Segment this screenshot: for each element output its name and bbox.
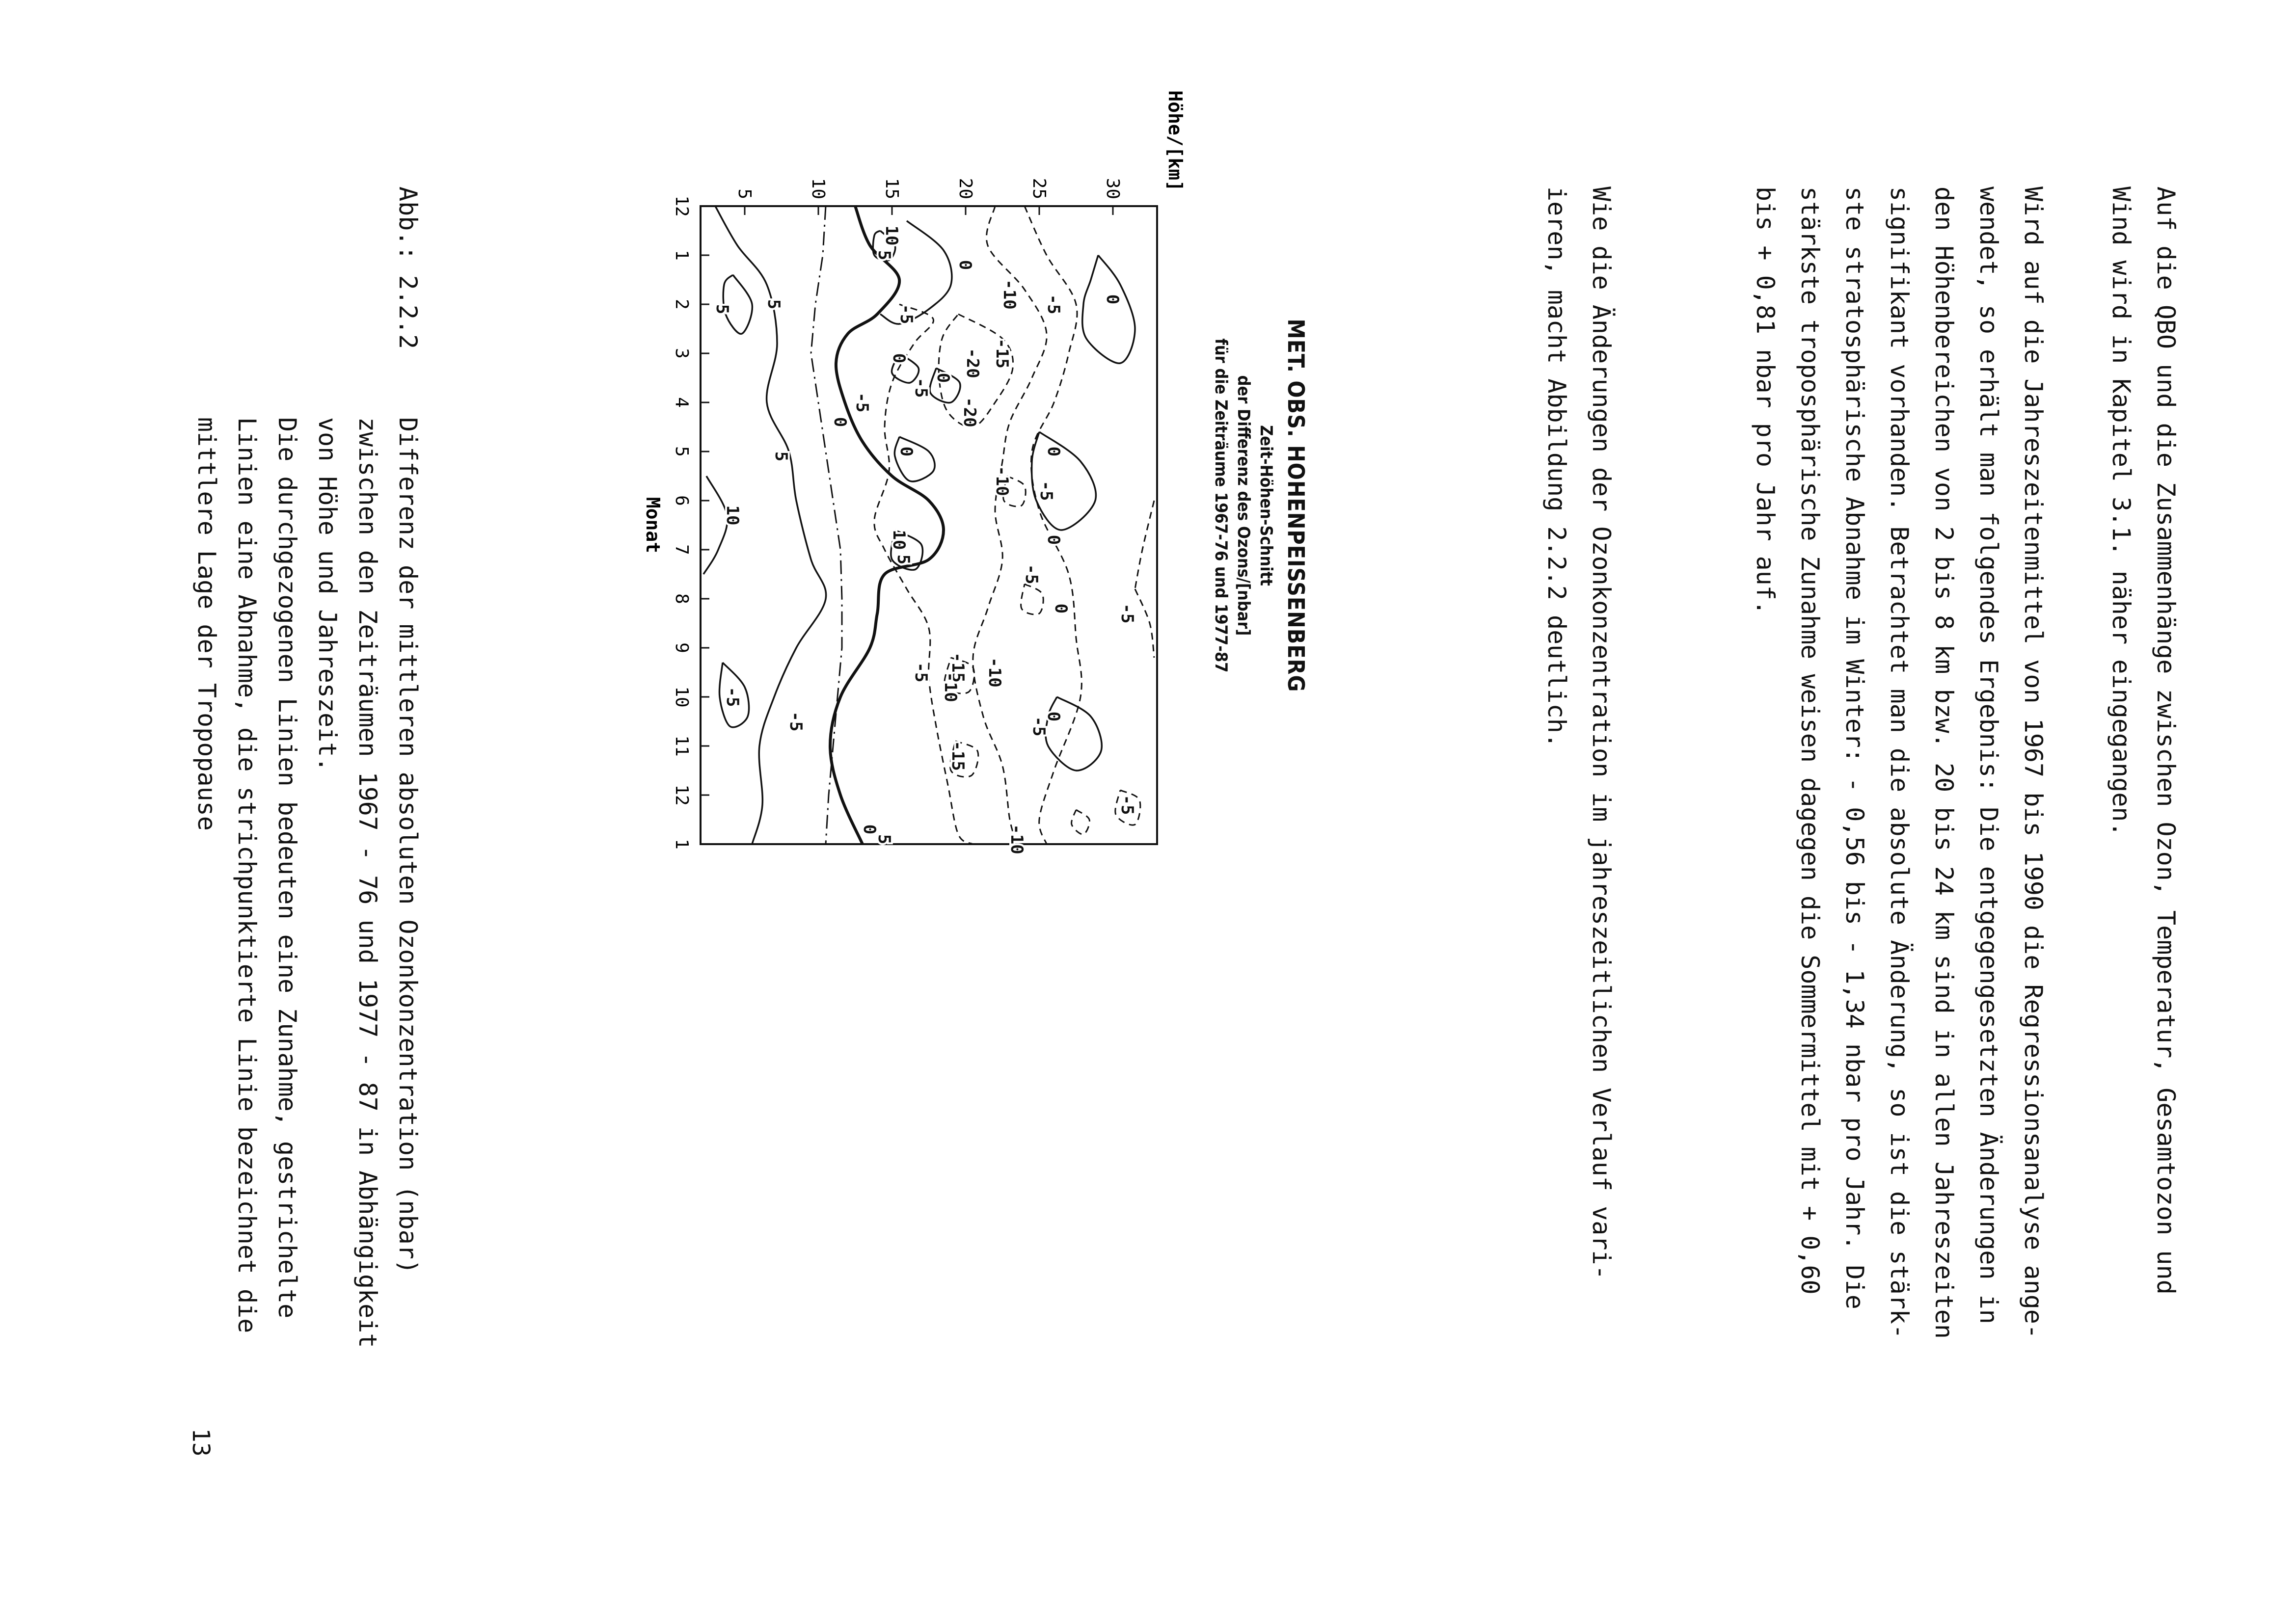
contour-line: [1135, 501, 1154, 589]
x-tick-label: 1: [672, 839, 692, 850]
contour-label: 0: [896, 446, 916, 457]
ozone-contour-figure: [602, 90, 1314, 869]
y-axis-label: Höhe/[km]: [1164, 90, 1186, 191]
y-tick-label: 30: [1103, 178, 1123, 199]
x-tick-label: 5: [672, 446, 692, 457]
text-line: wendet, so erhält man folgendes Ergebnis: Die entgegengesetzten Änderungen in: [1974, 186, 2003, 1324]
caption-line: zwischen den Zeiträumen 1967 - 76 und 1977 - 87 in Abhängigkeit: [353, 417, 382, 1348]
contour-label: -5: [1044, 294, 1063, 315]
contour-label: -10: [941, 672, 960, 702]
x-tick-label: 10: [672, 686, 692, 708]
x-tick-label: 9: [672, 642, 692, 653]
contour-line: [1082, 255, 1135, 363]
contour-line: [830, 206, 944, 844]
contour-label: -15: [948, 652, 968, 683]
tropopause-line: [811, 206, 842, 844]
x-tick-label: 6: [672, 495, 692, 506]
x-tick-label: 7: [672, 544, 692, 555]
x-tick-label: 4: [672, 397, 692, 408]
chart-subtitle: der Differenz des Ozons/[nbar]: [1234, 375, 1253, 636]
paragraph-abbildung: [1534, 186, 1623, 1423]
x-tick-label: 8: [672, 593, 692, 604]
contour-line: [1021, 584, 1044, 614]
y-tick-label: 15: [882, 178, 902, 199]
paragraph-jahreszeiten: [1743, 186, 2055, 1423]
x-tick-label: 1: [672, 250, 692, 261]
contour-label: -5: [911, 662, 931, 683]
contour-label: -5: [786, 711, 806, 732]
text-line: Wind wird in Kapitel 3.1. näher eingegangen.: [2107, 186, 2135, 837]
contour-label: 0: [1044, 711, 1063, 722]
contour-chart: [602, 90, 1314, 869]
text-line: Auf die QBO und die Zusammenhänge zwischen Ozon, Temperatur, Gesamtozon und: [2152, 186, 2180, 1295]
contour-label: -10: [992, 466, 1012, 496]
contour-line: [894, 437, 935, 481]
contour-label: -10: [999, 279, 1019, 310]
contour-label: -5: [1117, 795, 1137, 815]
text-line: ste stratosphärische Abnahme im Winter: - 0,56 bis - 1,34 nbar pro Jahr. Die: [1840, 186, 1869, 1309]
text-line: ieren, macht Abbildung 2.2.2 deutlich.: [1542, 186, 1571, 748]
caption-line: Linien eine Abnahme, die strichpunktierte Linie bezeichnet die: [233, 417, 261, 1333]
contour-label: -15: [992, 338, 1012, 369]
contour-label: 5: [874, 834, 894, 845]
caption-line: Differenz der mittleren absoluten Ozonkonzentration (nbar): [394, 417, 422, 1274]
figure-caption-text: [187, 417, 428, 1512]
contour-label: -5: [1117, 603, 1137, 624]
contour-label: 5: [893, 554, 913, 565]
contour-label: 0: [955, 260, 975, 270]
contour-label: -5: [896, 304, 916, 324]
contour-label: 10: [889, 530, 909, 550]
chart-title: MET. OBS. HOHENPEISSENBERG: [1283, 319, 1309, 692]
contour-label: -5: [852, 392, 872, 413]
contour-label: 0: [1044, 446, 1063, 457]
page-number: 13: [187, 1428, 215, 1457]
contour-label: -15: [948, 741, 968, 771]
contour-label: 5: [712, 304, 732, 315]
y-tick-label: 5: [734, 188, 755, 199]
contour-label: -5: [911, 377, 931, 398]
contour-label: 5: [764, 299, 783, 310]
x-tick-label: 3: [672, 348, 692, 359]
chart-subtitle: für die Zeiträume 1967-76 und 1977-87: [1211, 338, 1231, 673]
chart-subtitle: Zeit-Höhen-Schnitt: [1256, 425, 1276, 586]
contour-label: 0: [830, 417, 850, 427]
contour-label: 10: [723, 505, 742, 526]
figure-label: Abb.: 2.2.2: [394, 186, 422, 349]
text-line: den Höhenbereichen von 2 bis 8 km bzw. 20 bis 24 km sind in allen Jahreszeiten: [1930, 186, 1958, 1339]
contour-label: 0: [1044, 534, 1063, 545]
contour-line: [1135, 589, 1154, 658]
contour-label: 0: [1051, 603, 1071, 614]
contour-label: -20: [963, 348, 982, 378]
x-tick-label: 2: [672, 299, 692, 310]
contour-label: -5: [723, 687, 742, 707]
contour-label: -5: [1029, 716, 1049, 737]
x-tick-label: 12: [672, 195, 692, 217]
paragraph-qbo: [2099, 186, 2188, 1423]
text-line: Wie die Änderungen der Ozonkonzentration im jahreszeitlichen Verlauf vari-: [1587, 186, 1616, 1280]
contour-line: [1046, 697, 1102, 771]
x-tick-label: 12: [672, 784, 692, 806]
text-line: signifikant vorhanden. Betrachtet man die absolute Änderung, so ist die stärk-: [1885, 186, 1914, 1339]
x-axis-label: Monat: [642, 497, 664, 554]
contour-label: 5: [771, 451, 791, 462]
y-tick-label: 25: [1029, 178, 1049, 199]
contour-label: -10: [1007, 824, 1026, 854]
text-line: stärkste troposphärische Zunahme weisen dagegen die Sommermittel mit + 0,60: [1796, 186, 1824, 1295]
contour-label: 0: [860, 824, 879, 835]
contour-label: 5: [874, 250, 894, 261]
contour-label: 0: [1103, 294, 1122, 305]
text-line: bis + 0,81 nbar pro Jahr auf.: [1751, 186, 1780, 615]
text-line: Wird auf die Jahreszeitenmittel von 1967 bis 1990 die Regressionsanalyse ange-: [2019, 186, 2048, 1339]
contour-line: [1072, 810, 1090, 834]
caption-line: mittlere Lage der Tropopause: [192, 417, 221, 831]
contour-label: 0: [933, 372, 953, 383]
contour-label: -5: [1036, 480, 1056, 501]
x-tick-label: 11: [672, 735, 692, 757]
caption-line: von Höhe und Jahreszeit.: [313, 417, 342, 772]
contour-label: 10: [882, 225, 901, 246]
y-tick-label: 20: [955, 178, 975, 199]
contour-label: -5: [1022, 564, 1041, 585]
caption-line: Die durchgezogenen Linien bedeuten eine Zunahme, gestrichelte: [273, 417, 301, 1319]
contour-label: -10: [985, 657, 1004, 688]
contour-label: -20: [960, 397, 979, 427]
contour-label: 0: [889, 353, 909, 364]
y-tick-label: 10: [808, 178, 828, 199]
